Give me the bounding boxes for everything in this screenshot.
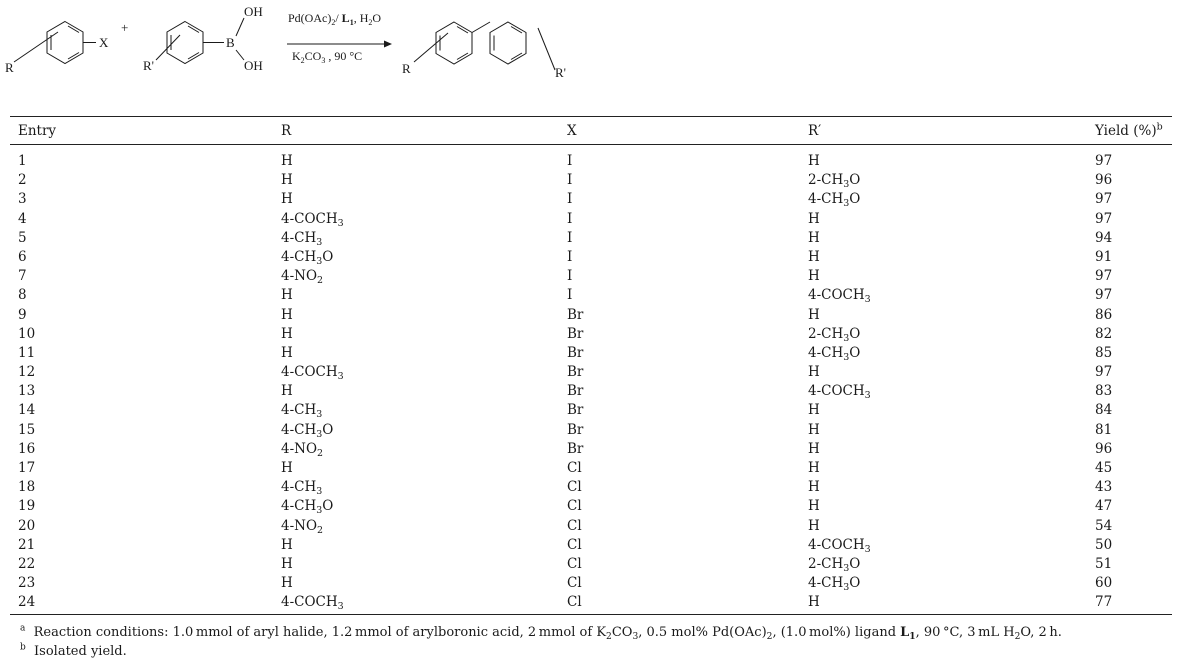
yield-cell: 60 xyxy=(1095,575,1113,592)
yield-cell: 82 xyxy=(1095,325,1113,342)
x-cell: Cl xyxy=(567,536,582,553)
x-cell: Cl xyxy=(567,460,582,476)
plus-sign: + xyxy=(121,20,129,35)
entry-cell: 22 xyxy=(18,555,36,572)
header-r-prime: R′ xyxy=(808,123,822,139)
oh-top-label: OH xyxy=(244,4,263,19)
r-prime-cell: $2-CH_3O$ xyxy=(808,325,861,344)
table-row xyxy=(0,517,1182,536)
oh-bottom-label: OH xyxy=(244,58,263,73)
r-cell: $4-CH_3$ xyxy=(281,402,323,421)
entry-cell: 11 xyxy=(18,344,36,361)
r-prime-cell: H xyxy=(808,479,820,496)
footnote-mark-b: b xyxy=(1156,121,1163,133)
r-prime-cell: H xyxy=(808,421,820,438)
r-cell: $4-CH_3O$ xyxy=(281,421,334,440)
biphenyl-product xyxy=(414,22,555,70)
yield-cell: 96 xyxy=(1095,172,1113,189)
table-row xyxy=(0,229,1182,248)
entry-cell: 15 xyxy=(18,421,36,438)
entry-cell: 23 xyxy=(18,575,36,592)
table-body xyxy=(0,152,1182,613)
r-prime-cell: H xyxy=(808,440,820,457)
conditions-top: $Pd(OAc)_2/$ $L_1$, $H_2O$ xyxy=(288,11,382,27)
r-prime-cell: H xyxy=(808,153,820,169)
x-cell: Cl xyxy=(567,555,582,572)
entry-cell: 5 xyxy=(18,229,27,246)
x-cell: Cl xyxy=(567,575,582,592)
r-cell: H xyxy=(281,555,293,572)
x-cell: I xyxy=(567,229,573,246)
r-label-product: R xyxy=(402,61,411,76)
table-row xyxy=(0,459,1182,478)
r-prime-label-reactant: R' xyxy=(143,58,155,73)
table-row xyxy=(0,421,1182,440)
r-prime-cell: $2-CH_3O$ xyxy=(808,172,861,191)
table-bottom-rule xyxy=(10,614,1172,615)
entry-cell: 21 xyxy=(18,536,36,553)
entry-cell: 24 xyxy=(18,594,36,611)
x-cell: Br xyxy=(567,383,584,400)
yield-cell: 77 xyxy=(1095,594,1113,611)
table-row xyxy=(0,478,1182,497)
x-cell: I xyxy=(567,210,573,227)
yield-cell: 50 xyxy=(1095,536,1113,553)
yield-cell: 97 xyxy=(1095,153,1113,169)
entry-cell: 18 xyxy=(18,479,36,496)
table-row xyxy=(0,440,1182,459)
table-row xyxy=(0,363,1182,382)
x-cell: Br xyxy=(567,364,584,381)
r-prime-cell: $4-CH_3O$ xyxy=(808,191,861,210)
r-cell: $4-COCH_3$ xyxy=(281,210,344,229)
entry-cell: 19 xyxy=(18,498,36,515)
aryl-halide-ring xyxy=(14,22,96,64)
x-cell: Br xyxy=(567,440,584,457)
yield-cell: 97 xyxy=(1095,364,1113,381)
table-top-rule xyxy=(10,116,1172,117)
r-prime-cell: $4-COCH_3$ xyxy=(808,536,871,555)
r-cell: H xyxy=(281,191,293,208)
x-cell: Br xyxy=(567,306,584,323)
entry-cell: 16 xyxy=(18,440,36,457)
entry-cell: 8 xyxy=(18,287,27,304)
yield-cell: 91 xyxy=(1095,248,1113,265)
table-row xyxy=(0,190,1182,209)
entry-cell: 2 xyxy=(18,172,27,189)
table-row xyxy=(0,401,1182,420)
r-cell: H xyxy=(281,344,293,361)
entry-cell: 3 xyxy=(18,191,27,208)
arrow-head xyxy=(384,41,392,48)
table-header-rule xyxy=(10,144,1172,145)
table-row xyxy=(0,171,1182,190)
r-cell: $4-CH_3$ xyxy=(281,229,323,248)
x-cell: Cl xyxy=(567,479,582,496)
yield-cell: 81 xyxy=(1095,421,1113,438)
table-row xyxy=(0,286,1182,305)
r-cell: H xyxy=(281,325,293,342)
r-cell: H xyxy=(281,575,293,592)
r-prime-cell: $4-COCH_3$ xyxy=(808,383,871,402)
table-row xyxy=(0,344,1182,363)
entry-cell: 7 xyxy=(18,268,27,285)
table-row xyxy=(0,210,1182,229)
footnote-b: $^b$ Isolated yield. xyxy=(20,642,127,659)
r-cell: $4-CH_3O$ xyxy=(281,248,334,267)
yield-cell: 85 xyxy=(1095,344,1113,361)
yield-cell: 86 xyxy=(1095,306,1113,323)
r-prime-cell: H xyxy=(808,306,820,323)
r-prime-label-product: R' xyxy=(555,65,567,80)
yield-cell: 54 xyxy=(1095,517,1113,534)
r-prime-cell: H xyxy=(808,268,820,285)
x-cell: Cl xyxy=(567,517,582,534)
r-cell: $4-COCH_3$ xyxy=(281,364,344,383)
r-prime-cell: $2-CH_3O$ xyxy=(808,555,861,574)
table-row xyxy=(0,248,1182,267)
yield-cell: 47 xyxy=(1095,498,1113,515)
r-cell: $4-NO_2$ xyxy=(281,517,324,536)
entry-cell: 1 xyxy=(18,153,27,169)
r-cell: H xyxy=(281,536,293,553)
table-row xyxy=(0,325,1182,344)
boron-label: B xyxy=(226,35,235,50)
yield-cell: 51 xyxy=(1095,555,1113,572)
table-row xyxy=(0,497,1182,516)
entry-cell: 20 xyxy=(18,517,36,534)
entry-cell: 9 xyxy=(18,306,27,323)
r-cell: H xyxy=(281,460,293,476)
reaction-scheme xyxy=(0,0,1182,110)
r-cell: H xyxy=(281,172,293,189)
yield-cell: 83 xyxy=(1095,383,1113,400)
x-cell: I xyxy=(567,153,573,169)
yield-cell: 96 xyxy=(1095,440,1113,457)
r-prime-cell: H xyxy=(808,248,820,265)
yield-cell: 97 xyxy=(1095,210,1113,227)
yield-cell: 43 xyxy=(1095,479,1113,496)
yield-cell: 97 xyxy=(1095,191,1113,208)
r-prime-cell: $4-COCH_3$ xyxy=(808,287,871,306)
yield-cell: 84 xyxy=(1095,402,1113,419)
r-prime-cell: H xyxy=(808,210,820,227)
x-cell: I xyxy=(567,248,573,265)
r-cell: $4-CH_3$ xyxy=(281,479,323,498)
table-row xyxy=(0,152,1182,171)
table-row xyxy=(0,267,1182,286)
yield-cell: 97 xyxy=(1095,268,1113,285)
r-cell: $4-NO_2$ xyxy=(281,440,324,459)
entry-cell: 12 xyxy=(18,364,36,381)
x-label: X xyxy=(99,35,109,50)
r-cell: $4-CH_3O$ xyxy=(281,498,334,517)
r-prime-cell: H xyxy=(808,594,820,611)
table-row xyxy=(0,536,1182,555)
r-cell: $4-NO_2$ xyxy=(281,268,324,287)
r-cell: H xyxy=(281,306,293,323)
r-prime-cell: H xyxy=(808,402,820,419)
table-row xyxy=(0,382,1182,401)
table-row xyxy=(0,555,1182,574)
table-row xyxy=(0,306,1182,325)
entry-cell: 4 xyxy=(18,210,27,227)
yield-cell: 45 xyxy=(1095,460,1113,476)
r-prime-cell: H xyxy=(808,364,820,381)
header-yield: Yield (%)$^b$ xyxy=(1095,121,1163,139)
r-prime-cell: H xyxy=(808,517,820,534)
x-cell: Br xyxy=(567,325,584,342)
x-cell: I xyxy=(567,268,573,285)
header-x: X xyxy=(567,123,577,139)
r-label-reactant: R xyxy=(5,60,14,75)
entry-cell: 17 xyxy=(18,460,36,476)
table-row xyxy=(0,593,1182,612)
x-cell: I xyxy=(567,287,573,304)
x-cell: Br xyxy=(567,421,584,438)
entry-cell: 10 xyxy=(18,325,36,342)
x-cell: I xyxy=(567,191,573,208)
x-cell: Cl xyxy=(567,594,582,611)
entry-cell: 13 xyxy=(18,383,36,400)
r-prime-cell: H xyxy=(808,498,820,515)
x-cell: Br xyxy=(567,402,584,419)
entry-cell: 6 xyxy=(18,248,27,265)
x-cell: I xyxy=(567,172,573,189)
footnote-a: $^a$ Reaction conditions: 1.0 mmol of aryl halide, 1.2 mmol of arylboronic acid, 2 mmol of $K_2CO_3$, 0.5 mol% $Pd(OAc)_2$, (1.0 mol%) ligand $L_1$, 90 °C, 3 mL $H_2O$, 2 h. xyxy=(20,623,1062,642)
r-prime-cell: H xyxy=(808,460,820,476)
header-r: R xyxy=(281,123,292,139)
header-entry: Entry xyxy=(18,123,57,139)
r-cell: H xyxy=(281,287,293,304)
r-prime-cell: H xyxy=(808,229,820,246)
table-row xyxy=(0,574,1182,593)
x-cell: Cl xyxy=(567,498,582,515)
entry-cell: 14 xyxy=(18,402,36,419)
yield-cell: 97 xyxy=(1095,287,1113,304)
x-cell: Br xyxy=(567,344,584,361)
r-prime-cell: $4-CH_3O$ xyxy=(808,344,861,363)
r-prime-cell: $4-CH_3O$ xyxy=(808,575,861,594)
yield-cell: 94 xyxy=(1095,229,1113,246)
r-cell: H xyxy=(281,383,293,400)
r-cell: $4-COCH_3$ xyxy=(281,594,344,613)
conditions-bottom: $K_2CO_3$ , 90 °C xyxy=(292,49,363,65)
r-cell: H xyxy=(281,153,293,169)
